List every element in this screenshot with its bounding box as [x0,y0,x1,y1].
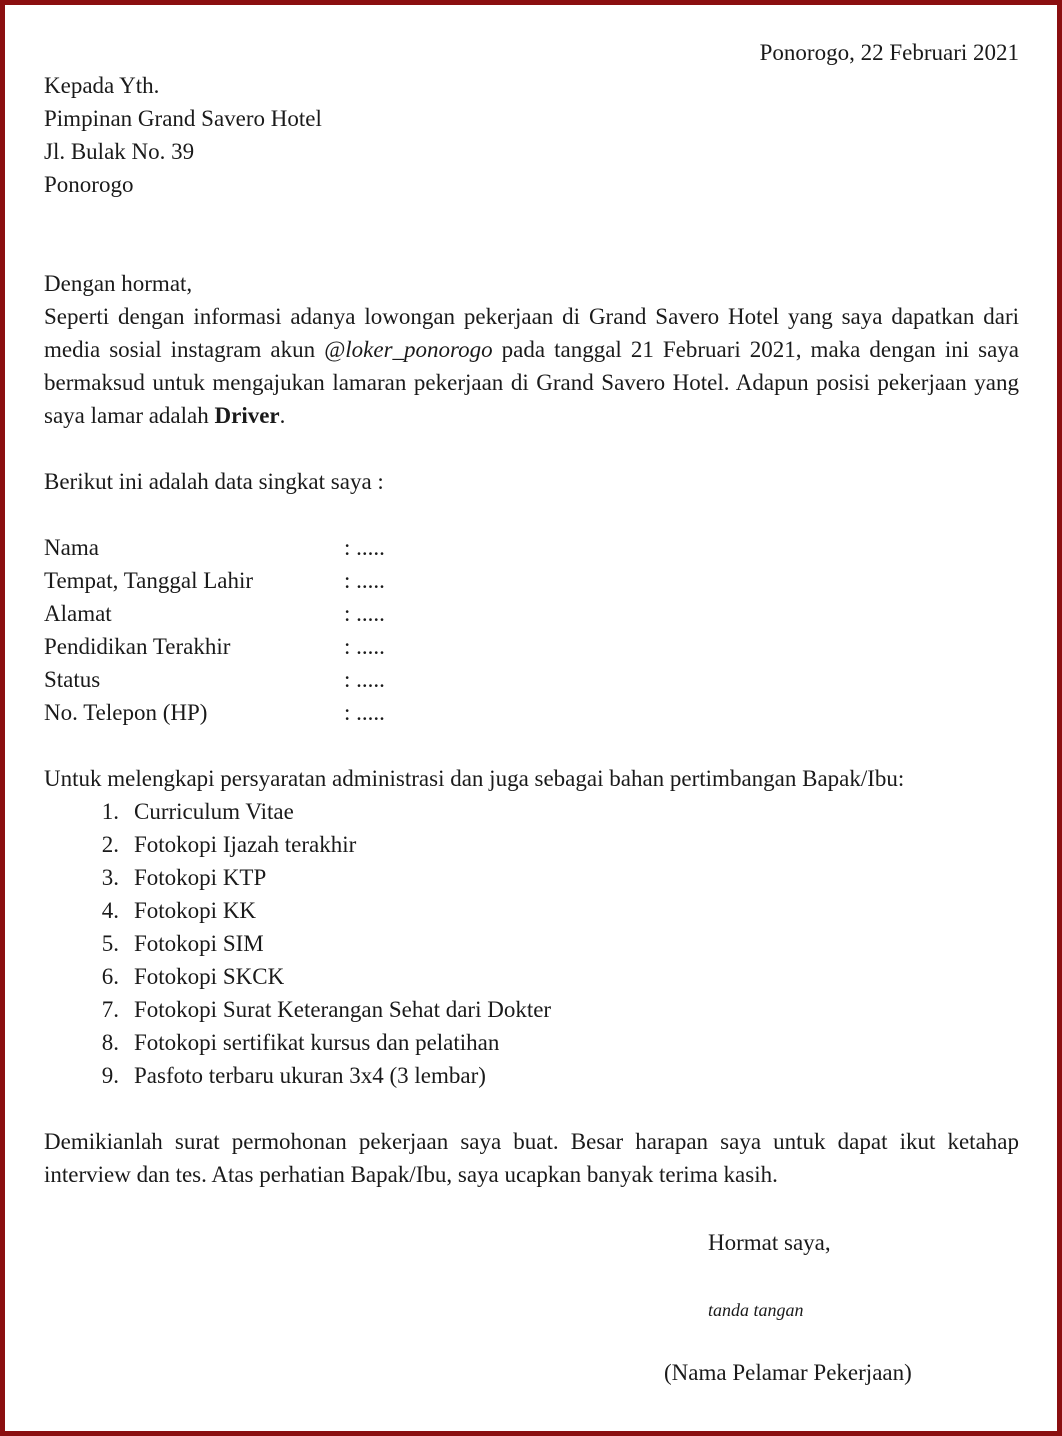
list-text: Fotokopi SKCK [134,964,285,989]
data-value: : ..... [344,634,385,659]
data-row [44,630,1019,663]
data-value: : ..... [344,535,385,560]
list-number: 7. [101,997,119,1022]
list-number: 1. [101,799,119,824]
recipient-line: Kepada Yth. [44,73,160,98]
list-item [44,861,1019,894]
list-text: Curriculum Vitae [134,799,294,824]
data-label: Tempat, Tanggal Lahir [44,568,254,593]
recipient-line: Pimpinan Grand Savero Hotel [44,106,322,131]
list-item [44,927,1019,960]
recipient-address [44,69,1019,201]
recipient-line: Jl. Bulak No. 39 [44,139,195,164]
list-item [44,828,1019,861]
list-item [44,1026,1019,1059]
list-number: 5. [101,931,119,956]
data-row [44,597,1019,630]
list-number: 4. [101,898,119,923]
intro-text: Seperti dengan informasi adanya lowongan pekerjaan di Grand Savero Hotel yang saya dapatkan dari media sosial instagram akun [44,304,1019,362]
list-item [44,795,1019,828]
data-label: Status [44,667,101,692]
list-item [44,960,1019,993]
list-number: 6. [101,964,119,989]
data-row [44,663,1019,696]
applicant-data [44,531,1019,729]
data-value: : ..... [344,667,385,692]
list-number: 8. [101,1030,119,1055]
list-item [44,1059,1019,1092]
list-item [44,894,1019,927]
recipient-line: Ponorogo [44,172,134,197]
data-row [44,696,1019,729]
data-label: Alamat [44,601,112,626]
applicant-name-placeholder: (Nama Pelamar Pekerjaan) [664,1360,912,1385]
list-text: Fotokopi SIM [134,931,264,956]
signature-placeholder: tanda tangan [708,1300,804,1320]
list-text: Fotokopi Ijazah terakhir [134,832,357,857]
data-value: : ..... [344,700,385,725]
data-row [44,564,1019,597]
intro-paragraph [44,300,1019,432]
data-label: No. Telepon (HP) [44,700,208,725]
greeting: Dengan hormat, [44,271,193,296]
list-number: 9. [101,1063,119,1088]
list-item [44,993,1019,1026]
list-number: 2. [101,832,119,857]
letter-date: Ponorogo, 22 Februari 2021 [759,40,1019,65]
attachments-intro: Untuk melengkapi persyaratan administrasi dan juga sebagai bahan pertimbangan Bapak/Ibu: [44,766,905,791]
data-value: : ..... [344,601,385,626]
closing-salutation: Hormat saya, [708,1230,831,1255]
attachments-list [44,795,1019,1092]
applied-position: Driver [214,403,280,428]
data-row [44,531,1019,564]
list-text: Fotokopi KTP [134,865,267,890]
data-label: Nama [44,535,99,560]
list-text: Fotokopi sertifikat kursus dan pelatihan [134,1030,500,1055]
data-value: : ..... [344,568,385,593]
intro-text: . [279,403,286,428]
instagram-account: @loker_ponorogo [324,337,493,362]
data-label: Pendidikan Terakhir [44,634,231,659]
list-text: Fotokopi Surat Keterangan Sehat dari Dokter [134,997,552,1022]
data-intro: Berikut ini adalah data singkat saya : [44,469,384,494]
letter-page [44,36,1020,1385]
list-text: Pasfoto terbaru ukuran 3x4 (3 lembar) [134,1063,486,1088]
intro-text: pada tanggal 21 Februari 2021, maka dengan ini saya bermaksud untuk mengajukan lamaran pekerjaan di Grand Savero Hotel. Adapun posisi pekerjaan yang saya lamar adalah [44,337,1020,428]
list-text: Fotokopi KK [134,898,257,923]
closing-paragraph: Demikianlah surat permohonan pekerjaan saya buat. Besar harapan saya untuk dapat ikut ketahap interview dan tes. Atas perhatian Bapak/Ibu, saya ucapkan banyak terima kasih. [44,1129,1019,1187]
list-number: 3. [101,865,119,890]
